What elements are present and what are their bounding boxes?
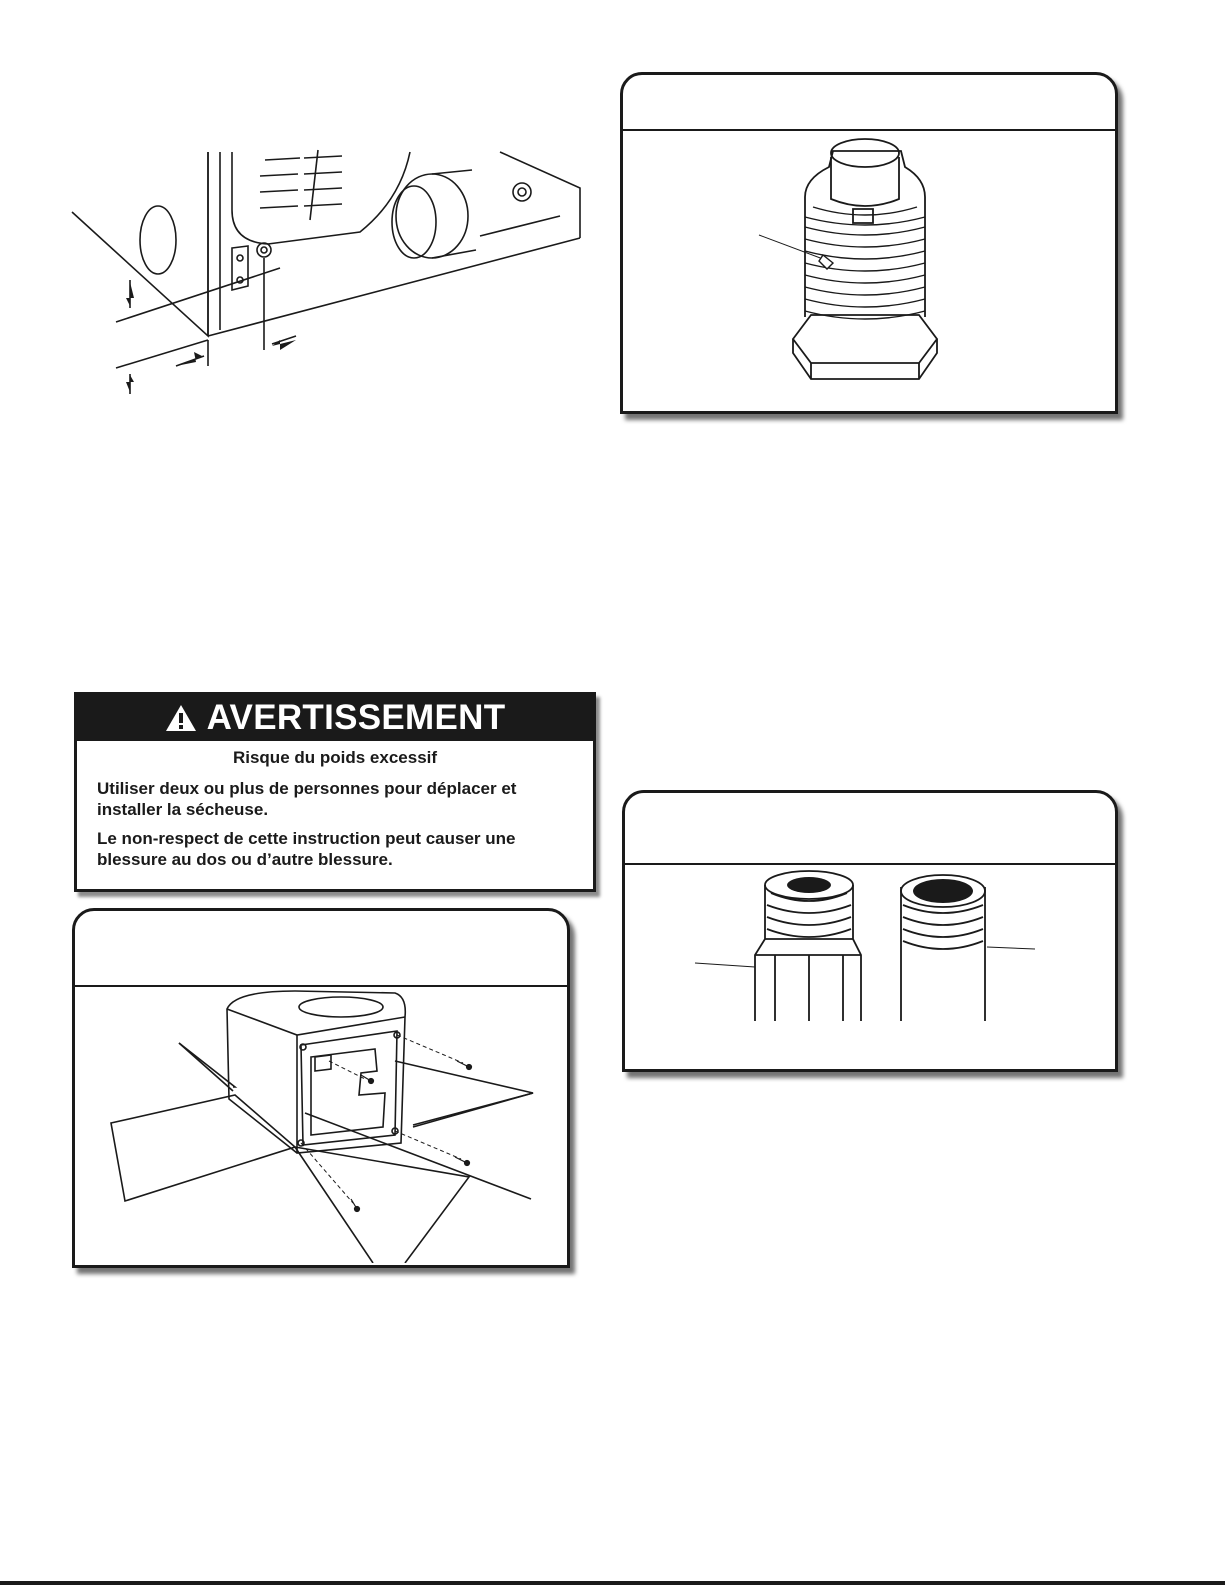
flare-fitting-drawing bbox=[623, 131, 1115, 411]
flare-fitting-figure bbox=[620, 72, 1118, 414]
warning-box bbox=[74, 692, 596, 892]
pipe-ends-figure bbox=[622, 790, 1118, 1072]
page-bottom-rule bbox=[0, 1581, 1225, 1585]
figure-header bbox=[75, 911, 567, 987]
figure-header bbox=[625, 793, 1115, 865]
warning-title: AVERTISSEMENT bbox=[206, 698, 506, 737]
dryer-on-carton-figure bbox=[72, 908, 570, 1268]
dryer-carton-drawing bbox=[75, 987, 567, 1263]
warning-instruction: Utiliser deux ou plus de personnes pour déplacer et installer la sécheuse. bbox=[97, 779, 517, 819]
pipe-ends-drawing bbox=[625, 865, 1115, 1069]
warning-consequence: Le non-respect de cette instruction peut causer une blessure au dos ou d’autre blessure. bbox=[97, 829, 516, 869]
warning-subtitle: Risque du poids excessif bbox=[232, 748, 438, 767]
warning-triangle-icon bbox=[165, 704, 197, 732]
warning-header bbox=[77, 695, 593, 741]
dryer-rear-gas-inlet-illustration bbox=[60, 140, 600, 400]
figure-header bbox=[623, 75, 1115, 131]
